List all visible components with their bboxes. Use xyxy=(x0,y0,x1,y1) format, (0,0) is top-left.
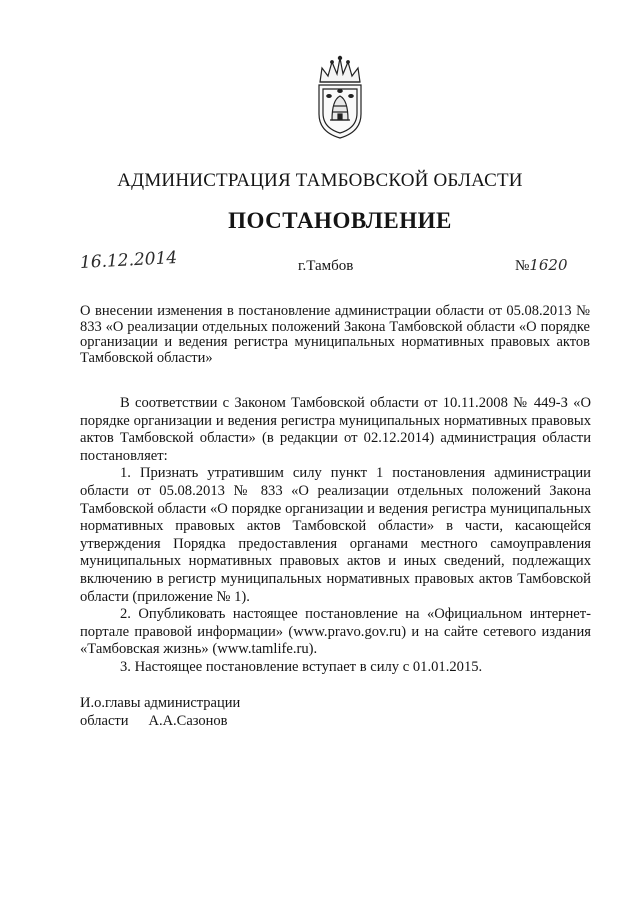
document-number xyxy=(515,256,568,275)
body-item-1: 1. Признать утратившим силу пункт 1 постановления администрации области от 05.08.2013 № 833 «О реализации отдельных положений Закона Тамбовской области «О порядке организации и ведения регистра муниципальных нормативных правовых актов Тамбовской области» в части, касающейся утверждения Порядка предоставления органами местного самоуправления муниципальных нормативных правовых актов и иных сведений, подлежащих включению в регистр муниципальных нормативных правовых актов Тамбовской области (приложение № 1). xyxy=(80,465,591,605)
signer-position: И.о.главы администрации xyxy=(80,695,241,711)
number-value: 1620 xyxy=(529,256,568,274)
document-body xyxy=(80,395,591,677)
document-type-heading: ПОСТАНОВЛЕНИЕ xyxy=(228,208,452,233)
coat-of-arms-emblem xyxy=(312,54,368,140)
signer-name: А.А.Сазонов xyxy=(148,713,228,729)
organization-title: АДМИНИСТРАЦИЯ ТАМБОВСКОЙ ОБЛАСТИ xyxy=(117,170,523,191)
document-date: 16.12.2014 xyxy=(79,247,178,273)
body-preamble: В соответствии с Законом Тамбовской области от 10.11.2008 № 449-З «О порядке организации и ведения регистра муниципальных нормативных правовых актов Тамбовской области» (в редакции от 02.12.2014) администрация области постановляет: xyxy=(80,395,591,464)
body-item-2: 2. Опубликовать настоящее постановление на «Официальном интернет-портале правовой информации» (www.pravo.gov.ru) и на сайте сетевого издания «Тамбовская жизнь» (www.tamlife.ru). xyxy=(80,606,591,658)
document-subject: О внесении изменения в постановление администрации области от 05.08.2013 № 833 «О реализации отдельных положений Закона Тамбовской области «О порядке организации и ведения регистра муниципальных нормативных правовых актов Тамбовской области» xyxy=(80,303,590,366)
signer-position-region: области xyxy=(80,713,129,729)
document-city: г.Тамбов xyxy=(298,258,354,274)
body-item-3: 3. Настоящее постановление вступает в силу с 01.01.2015. xyxy=(120,658,483,675)
number-prefix: № xyxy=(515,258,530,274)
signature-block xyxy=(80,694,240,730)
